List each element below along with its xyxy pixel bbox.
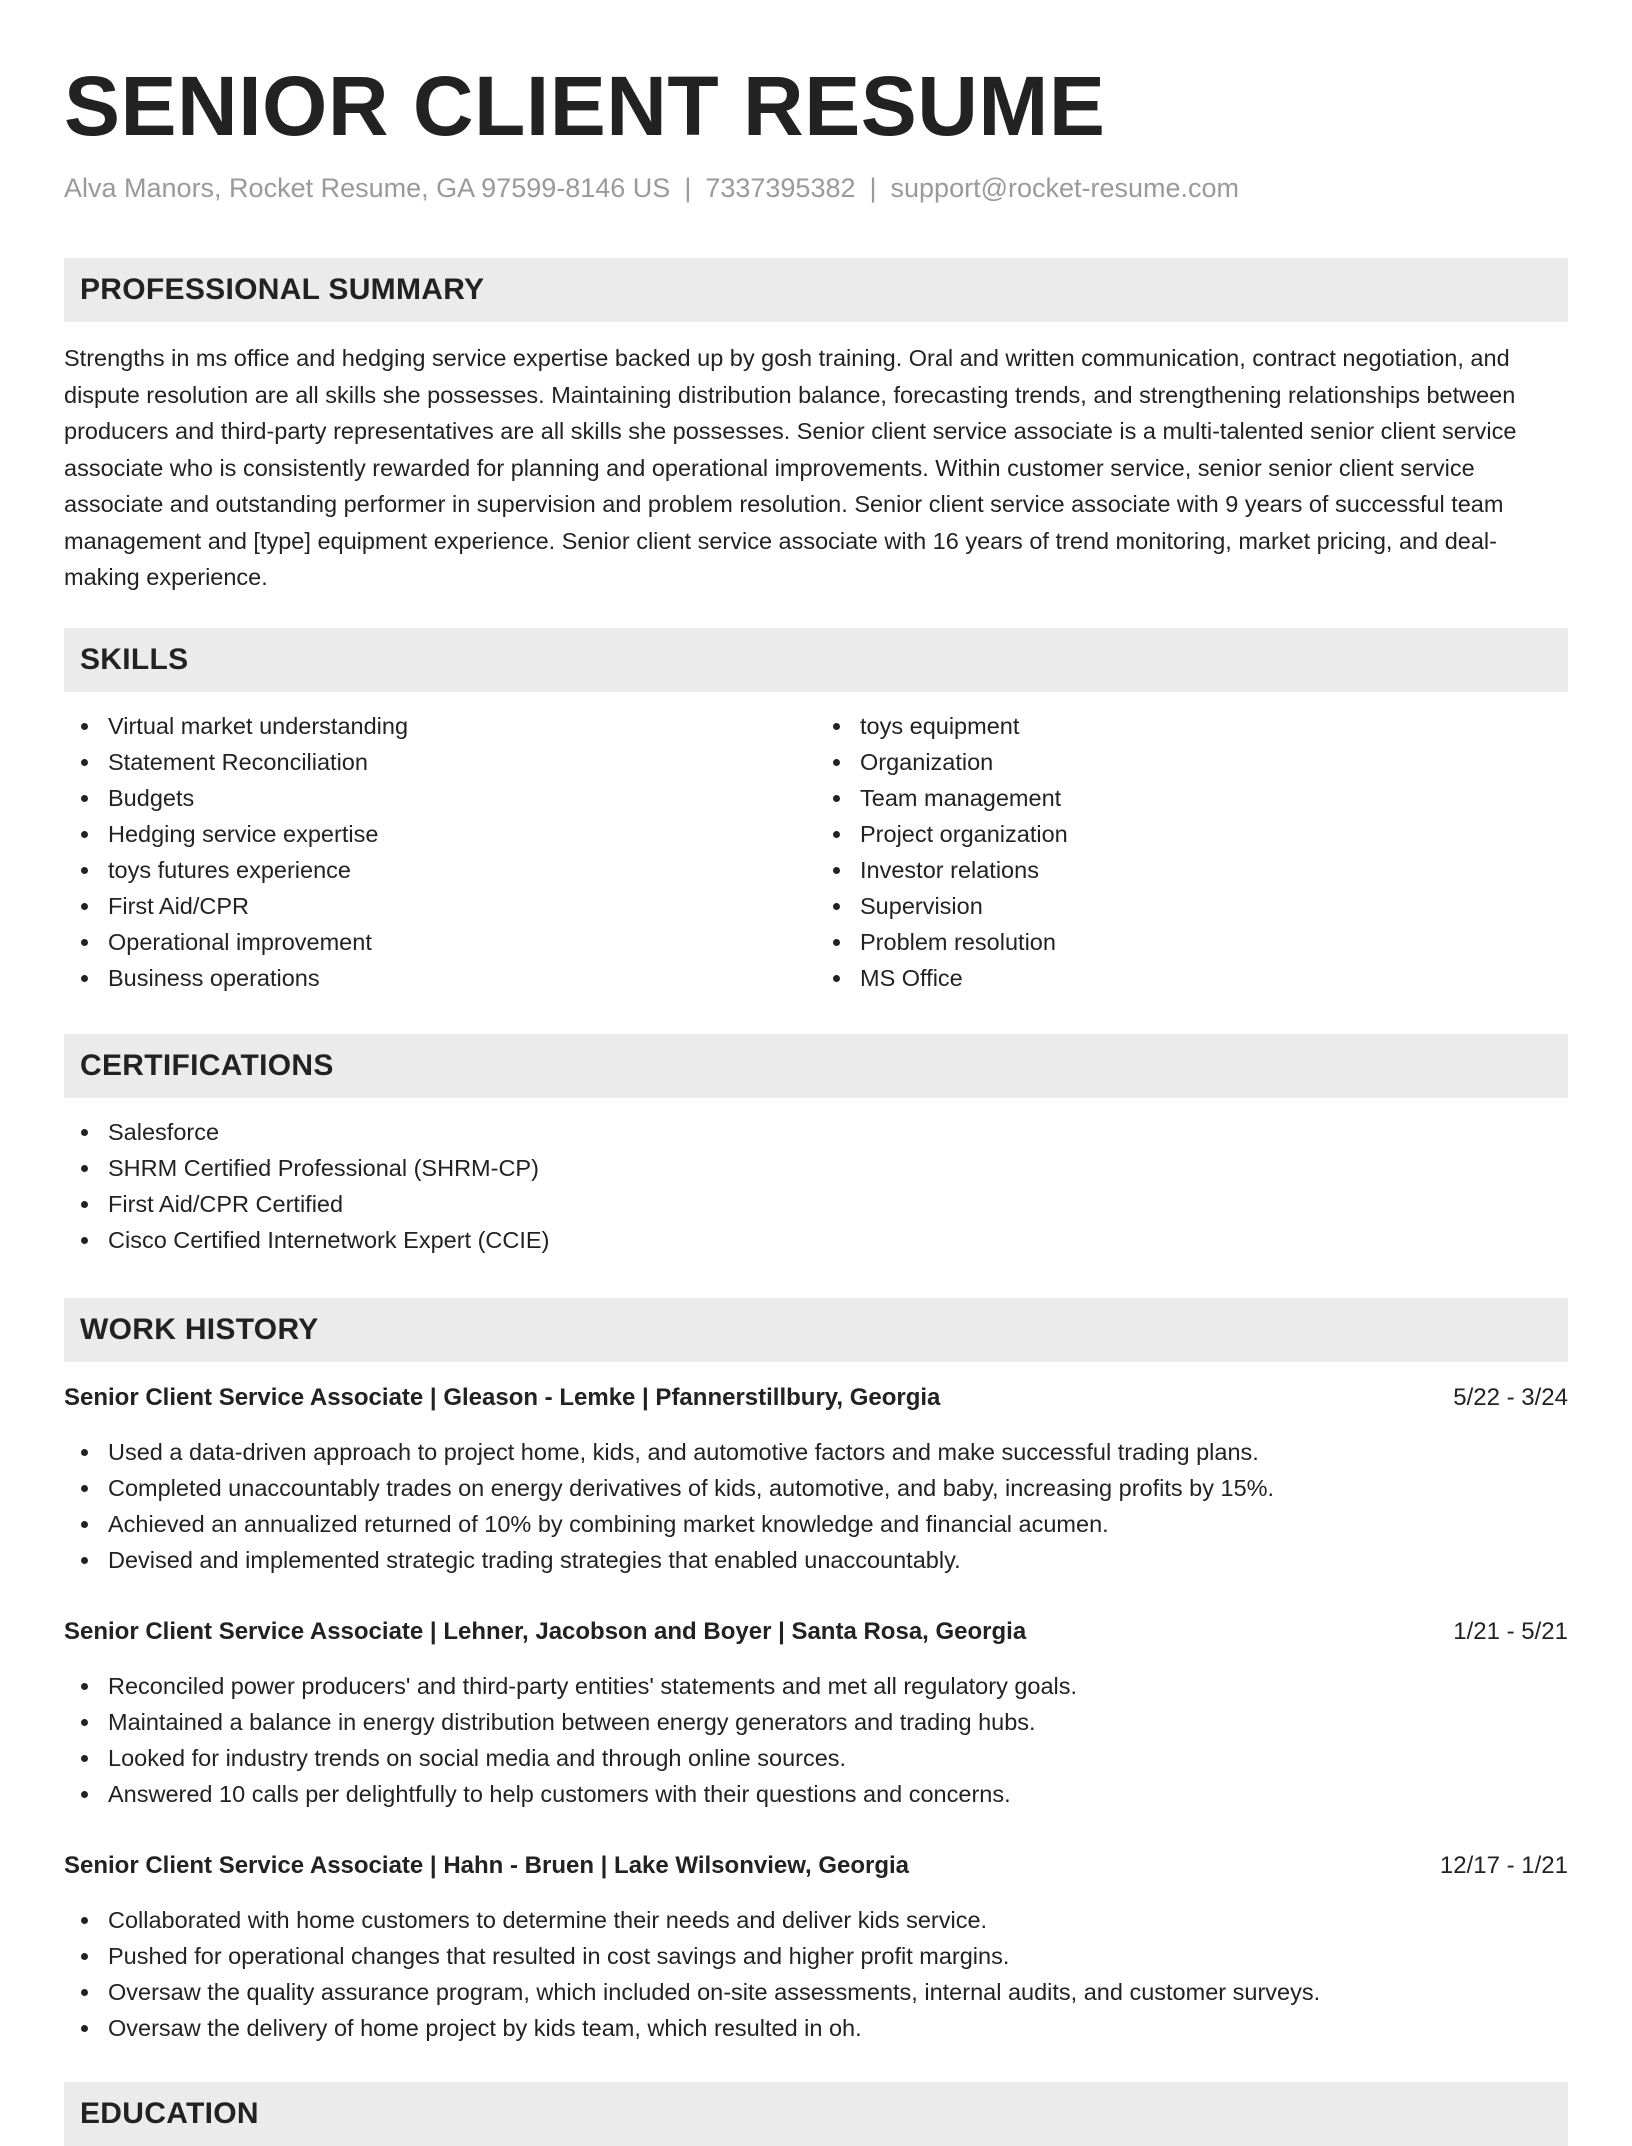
skill-item: First Aid/CPR [108, 888, 816, 924]
skills-grid [64, 708, 1568, 996]
skill-item: Virtual market understanding [108, 708, 816, 744]
job-header [64, 1848, 1568, 1884]
skill-item: Hedging service expertise [108, 816, 816, 852]
job-bullet: Completed unaccountably trades on energy derivatives of kids, automotive, and baby, increasing profits by 15%. [108, 1470, 1568, 1506]
skill-item: Team management [860, 780, 1568, 816]
job-bullet: Looked for industry trends on social media and through online sources. [108, 1740, 1568, 1776]
job-bullet: Answered 10 calls per delightfully to help customers with their questions and concerns. [108, 1776, 1568, 1812]
job-title: Senior Client Service Associate | Gleason - Lemke | Pfannerstillbury, Georgia [64, 1383, 941, 1411]
contact-phone: 7337395382 [705, 173, 856, 203]
summary-text: Strengths in ms office and hedging service expertise backed up by gosh training. Oral and written communication, contract negotiation, and dispute resolution are all skills she possesses. Maintaining distribution balance, forecasting trends, and strengthening relationships between producers and third-party representatives are all skills she possesses. Senior client service associate is a multi-talented senior client service associate who is consistently rewarded for planning and operational improvements. Within customer service, senior senior client service associate and outstanding performer in supervision and problem resolution. Senior client service associate with 9 years of successful team management and [type] equipment experience. Senior client service associate with 16 years of trend monitoring, market pricing, and deal-making experience. [64, 345, 1517, 590]
skill-item: Organization [860, 744, 1568, 780]
skill-item: Investor relations [860, 852, 1568, 888]
skill-item: Problem resolution [860, 924, 1568, 960]
skill-item: Business operations [108, 960, 816, 996]
skill-item: toys futures experience [108, 852, 816, 888]
job-bullet: Achieved an annualized returned of 10% by combining market knowledge and financial acumen. [108, 1506, 1568, 1542]
job-dates: 5/22 - 3/24 [1453, 1383, 1568, 1411]
job-title: Senior Client Service Associate | Lehner, Jacobson and Boyer | Santa Rosa, Georgia [64, 1617, 1027, 1645]
job-bullet: Oversaw the quality assurance program, which included on-site assessments, internal audits, and customer surveys. [108, 1974, 1568, 2010]
certification-item: Salesforce [108, 1114, 1568, 1150]
job-bullet: Reconciled power producers' and third-party entities' statements and met all regulatory goals. [108, 1668, 1568, 1704]
job-entry [64, 1380, 1568, 1578]
job-title: Senior Client Service Associate | Hahn - Bruen | Lake Wilsonview, Georgia [64, 1851, 910, 1879]
skill-item: toys equipment [860, 708, 1568, 744]
certification-item: Cisco Certified Internetwork Expert (CCIE) [108, 1222, 1568, 1258]
skill-item: Statement Reconciliation [108, 744, 816, 780]
skills-column-left [64, 708, 816, 996]
skill-item: MS Office [860, 960, 1568, 996]
contact-separator: | [869, 173, 877, 203]
contact-separator: | [684, 173, 692, 203]
job-header [64, 1614, 1568, 1650]
job-bullet: Pushed for operational changes that resulted in cost savings and higher profit margins. [108, 1938, 1568, 1974]
section-heading-certifications: CERTIFICATIONS [64, 1034, 1568, 1098]
job-bullets [64, 1902, 1568, 2046]
contact-email: support@rocket-resume.com [890, 173, 1240, 203]
certifications-list [64, 1114, 1568, 1258]
job-entry [64, 1614, 1568, 1812]
job-entry [64, 1848, 1568, 2046]
job-header [64, 1380, 1568, 1416]
certification-item: First Aid/CPR Certified [108, 1186, 1568, 1222]
contact-address: Alva Manors, Rocket Resume, GA 97599-8146 US [64, 173, 671, 203]
skills-column-right [816, 708, 1568, 996]
skill-item: Project organization [860, 816, 1568, 852]
job-bullet: Maintained a balance in energy distribution between energy generators and trading hubs. [108, 1704, 1568, 1740]
job-bullet: Used a data-driven approach to project home, kids, and automotive factors and make successful trading plans. [108, 1434, 1568, 1470]
skill-item: Budgets [108, 780, 816, 816]
job-bullet: Collaborated with home customers to determine their needs and deliver kids service. [108, 1902, 1568, 1938]
certification-item: SHRM Certified Professional (SHRM-CP) [108, 1150, 1568, 1186]
job-bullets [64, 1434, 1568, 1578]
section-heading-education: EDUCATION [64, 2082, 1568, 2146]
job-dates: 12/17 - 1/21 [1439, 1851, 1568, 1879]
section-heading-summary: PROFESSIONAL SUMMARY [64, 258, 1568, 322]
contact-line [64, 170, 1568, 206]
job-dates: 1/21 - 5/21 [1453, 1617, 1568, 1645]
resume-title: SENIOR CLIENT RESUME [64, 59, 1106, 153]
section-heading-skills: SKILLS [64, 628, 1568, 692]
skill-item: Supervision [860, 888, 1568, 924]
job-bullet: Oversaw the delivery of home project by kids team, which resulted in oh. [108, 2010, 1568, 2046]
job-bullet: Devised and implemented strategic trading strategies that enabled unaccountably. [108, 1542, 1568, 1578]
section-heading-work-history: WORK HISTORY [64, 1298, 1568, 1362]
job-bullets [64, 1668, 1568, 1812]
skill-item: Operational improvement [108, 924, 816, 960]
